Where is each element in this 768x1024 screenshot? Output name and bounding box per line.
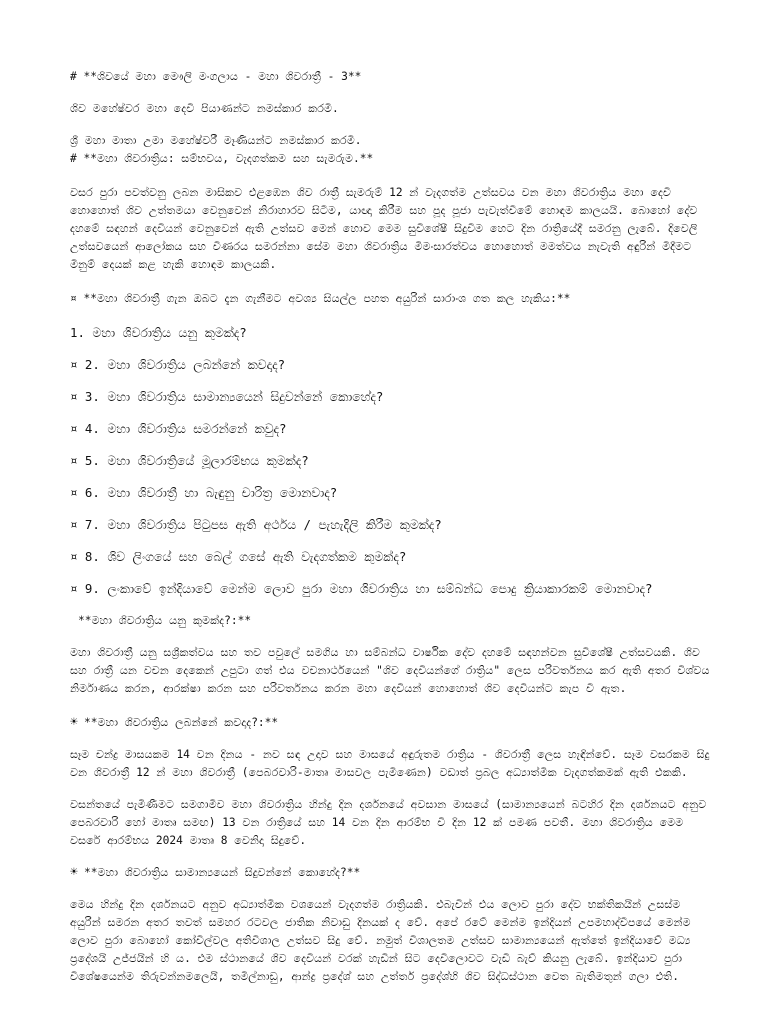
intro-paragraph: වසර පුරා පවත්වනු ලබන මාසිකව එළඹෙන ශිව රාත්‍රී සැමරුම් 12 න් වැදගත්ම උත්සවය වන මහා ශිවරාත්‍රිය මහා දෙවි හොහොත් ශිව උත්තමයා වෙනුවෙන් නිරාහාරව සිටීම, යාඥා කිරීම සහ පූද පූජා පැවැත්වීමේ හොඳම කාලයයි. බොහෝ දේව දහමේ සඳහන් දෙවියන් වෙනුවෙන් ඇති උත්සව මෙන් හොව මෙම සුවිශේෂී සිදුවීම හෙට දින රාත්‍රියේදී සමරනු ලැබේ. දිවෙලි උත්සවයෙන් ආලෝකය සහ විණරය සමරන්නා සේම මහා ශිවරාත්‍රිය මිමංසාරත්වය හොහොත් මමත්වය නැවැති අඳුරින් මිදීමට මිනුම් දෙයක් කළ හැකි හොඳම කාලයකි. (70, 186, 698, 271)
section-3-body: මෙය හින්දු දින දර්ශනයට අනුව අධ්‍යාත්මික වශයෙන් වැදගත්ම රාත්‍රියකි. එබැවින් එය ලොව පුරා දේව භක්තිකයින් උසස්ම අයුරින් සමරන අතර තවත් සමහර රටවල ජාතික නිවාඩු දිනයක් ද වේ. අපේ රටේ මෙන්ම ඉන්දියන් උපමහාද්වීපයේ මෙන්ම ලොව පුරා බොහෝ කෝවිල්වල අතිවිශාල උත්සව සිදු වේ. නමුත් විශාලතම උත්සව සාමාන්‍යයෙන් ඇත්තේ ඉන්දියාවේ මධ්‍ය ප්‍රදේශයි උජ්ජයින් හි ය. එම ස්ථානයේ ශිව දෙවියන් වරක් හැඩින් සිට දෙවිලොවට වැඩි බැව් කියනු ලැබේ. ඉන්දියාව පුරා විශේෂයෙන්ම තිරුවන්නමලෙයි, තමිල්නාඩු, ආන්ද්‍ර ප්‍රදේශ් සහ උත්තර් ප්‍රදේශ්හි ශිව සිද්ධස්ථාන වෙත බැතිමතුන් ගලා එති. (70, 898, 691, 983)
salute-line-2: ශ්‍රී මහා මාතා උමා මහේෂ්වරී මෑණියන්ට නමස්කාර කරමි. (70, 134, 362, 147)
question-item (70, 484, 710, 502)
question-text: මහා ශිවරාත්‍රී හා බැඳුනු චාරිත්‍ර මොනවාද? (107, 485, 338, 500)
question-item (70, 420, 710, 438)
section-2-heading: **මහා ශිවරාත්‍රිය ලබන්නේ කවදාද?:** (84, 716, 279, 729)
question-bullet: ¤ 3. (70, 389, 100, 404)
question-list (70, 324, 710, 612)
section-1-heading: **මහා ශිවරාත්‍රිය යනු කුමක්ද?:** (78, 614, 252, 627)
question-item (70, 516, 710, 534)
question-item (70, 324, 710, 342)
question-bullet: ¤ 6. (70, 485, 100, 500)
origin-heading: # **මහා ශිවරාත්‍රිය: සම්භවය, වැදගත්කම සහ සැමරුම.** (70, 152, 374, 165)
section-2-body-2: වසන්තයේ පැමිණීමට සමගාමීව මහා ශිවරාත්‍රිය හින්දු දින දර්ශනයේ අවසාන මාසයේ (සාමාන්‍යයෙන් බටහිර දින දර්ශනයට අනුව පෙබරවාරි හෝ මාතෘ සමඟ) 13 වන රාත්‍රියේ සහ 14 වන දින ආරම්භ වී දින 12 ක් පමණ පවතී. මහා ශිවරාත්‍රිය මෙම වසරේ ආරම්භය 2024 මාතෘ 8 වෙනිදා සිදුවේ. (70, 798, 707, 847)
question-bullet: ¤ 8. (70, 549, 100, 564)
question-text: මහා ශිවරාත්‍රිය යනු කුමක්ද? (92, 325, 247, 340)
summary-intro: ¤ **මහා ශිවරාත්‍රී ගැන ඔබට දැන ගැනීමට අවශ්‍ය සියල්ල පහත අයුරින් සාරාංශ ගත කල හැකිය:** (70, 292, 571, 305)
section-2-body-1: සෑම චන්ද්‍ර මාසයකම 14 වන දිනය - නව සඳ උදාව සහ මාසයේ අඳුරුතම රාත්‍රිය - ශිවරාත්‍රී ලෙස හැඳින්වේ. සෑම වසරකම සිදු වන ශිවරාත්‍රී 12 න් මහා ශිවරාත්‍රී (පෙබරවාරි-මාතෘ මාසවල පැමිණෙන) වඩාත් ප්‍රබල අධ්‍යාත්මික වැදගත්කමක් ඇති එකකි. (70, 748, 710, 779)
question-text: මහා ශිවරාත්‍රිය සාමාන්‍යයෙන් සිදුවන්නේ කොහේද? (107, 389, 384, 404)
question-bullet: ¤ 7. (70, 517, 100, 532)
question-item (70, 356, 710, 374)
sun-icon: ☀ (70, 715, 78, 730)
question-item (70, 580, 710, 598)
question-text: ලංකාවේ ඉන්දියාවේ මෙන්ම ලොව පුරා මහා ශිවරාත්‍රිය හා සම්බන්ධ පොදු ක්‍රියාකාරකම් මොනවාද? (107, 581, 653, 596)
section-3-heading-row (70, 864, 710, 882)
question-bullet: ¤ 9. (70, 581, 100, 596)
question-text: මහා ශිවරාත්‍රිය ලබන්නේ කවදාද? (107, 357, 286, 372)
question-text: මහා ශිවරාත්‍රිය පිටුපස ඇති අර්ථය / පැහැදිලි කිරීම කුමක්ද? (107, 517, 442, 532)
document-page (70, 68, 710, 986)
question-item (70, 548, 710, 566)
question-item (70, 452, 710, 470)
salute-line-1: ශිව මහේෂ්වර මහා දෙවි පියාණන්ට නමස්කාර කරමි. (70, 102, 339, 115)
question-bullet: ¤ 2. (70, 357, 100, 372)
question-item (70, 388, 710, 406)
question-bullet: 1. (70, 325, 85, 340)
sun-icon: ☀ (70, 865, 78, 880)
question-text: ශිව ලිංගයේ සහ බෙල් ගසේ ඇති වැදගත්කම කුමක්ද? (107, 549, 407, 564)
question-bullet: ¤ 5. (70, 453, 100, 468)
section-2-heading-row (70, 714, 710, 732)
question-text: මහා ශිවරාත්‍රියේ මූලාරම්භය කුමක්ද? (107, 453, 309, 468)
section-3-heading: **මහා ශිවරාත්‍රිය සාමාන්‍යයෙන් සිදුවන්නේ කොහේද?** (84, 866, 361, 879)
question-bullet: ¤ 4. (70, 421, 100, 436)
doc-title: # **ශිවයේ මහා මෞලි මංගලාය - මහා ශිවරාත්‍රී - 3** (70, 70, 362, 83)
section-1-body: මහා ශිවරාත්‍රී යනු සශ්‍රීකත්වය සහ තව පවුලේ සමගිය හා සම්බන්ධ වාර්ෂික දේව දහමේ සඳහන්වන සුවිශේෂී උත්සවයකි. ශිව සහ රාත්‍රී යන වචන දෙකෙන් උපුටා ගත් එය වචනාර්ථයෙන් "ශිව දෙවියන්ගේ රාත්‍රිය" ලෙස පරිවර්තනය කර ඇති අතර විශ්වය නිර්මාණය කරන, ආරක්ෂා කරන සහ පරිවර්තනය කරන මහා දෙවියන් හොහොත් ශිව දෙවියන්ට කැප වී ඇත. (70, 646, 710, 695)
question-text: මහා ශිවරාත්‍රිය සමරන්නේ කවුද? (107, 421, 287, 436)
